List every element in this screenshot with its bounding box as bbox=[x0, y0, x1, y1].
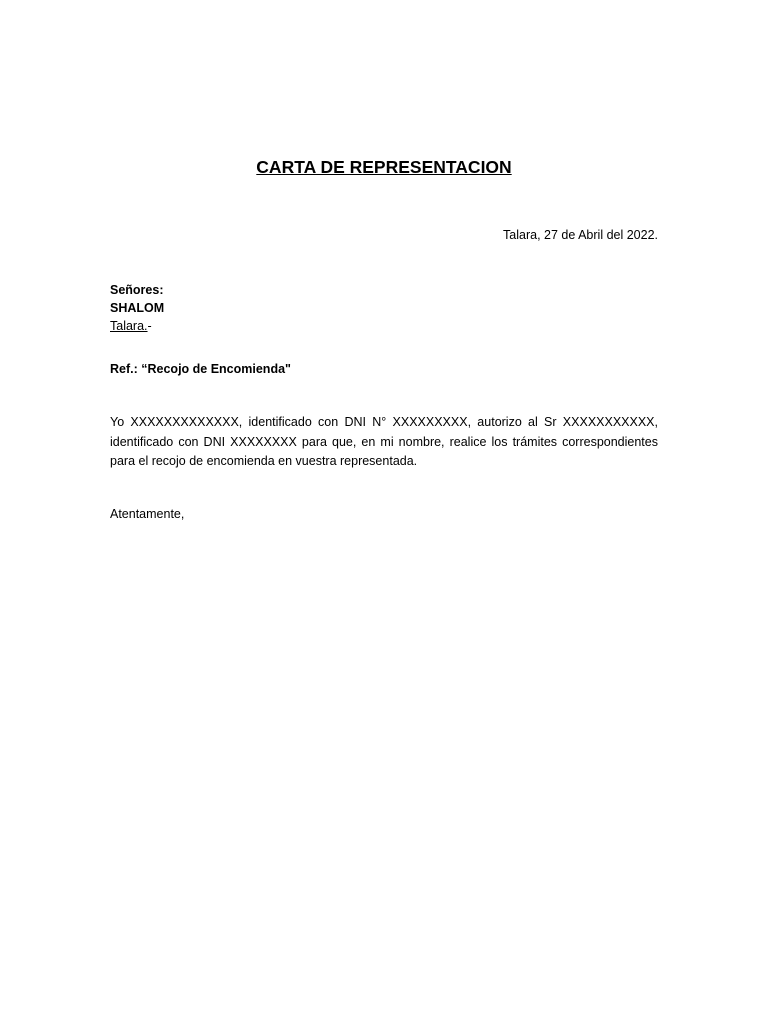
recipient-city bbox=[110, 319, 152, 333]
closing: Atentamente, bbox=[110, 507, 185, 521]
letter-date: Talara, 27 de Abril del 2022. bbox=[503, 228, 658, 242]
salutation: Señores: bbox=[110, 283, 164, 297]
recipient-company: SHALOM bbox=[110, 301, 165, 315]
letter-body: Yo XXXXXXXXXXXXX, identificado con DNI N° XXXXXXXXX, autorizo al Sr XXXXXXXXXXX, identificado con DNI XXXXXXXX para que, en mi nombre, realice los trámites correspondientes para el recojo de encomienda en vuestra representada. bbox=[110, 415, 658, 468]
document-title: CARTA DE REPRESENTACION bbox=[256, 157, 512, 177]
city-suffix: - bbox=[147, 319, 152, 333]
city-name: Talara. bbox=[110, 319, 148, 333]
reference-line: Ref.: “Recojo de Encomienda" bbox=[110, 362, 291, 376]
